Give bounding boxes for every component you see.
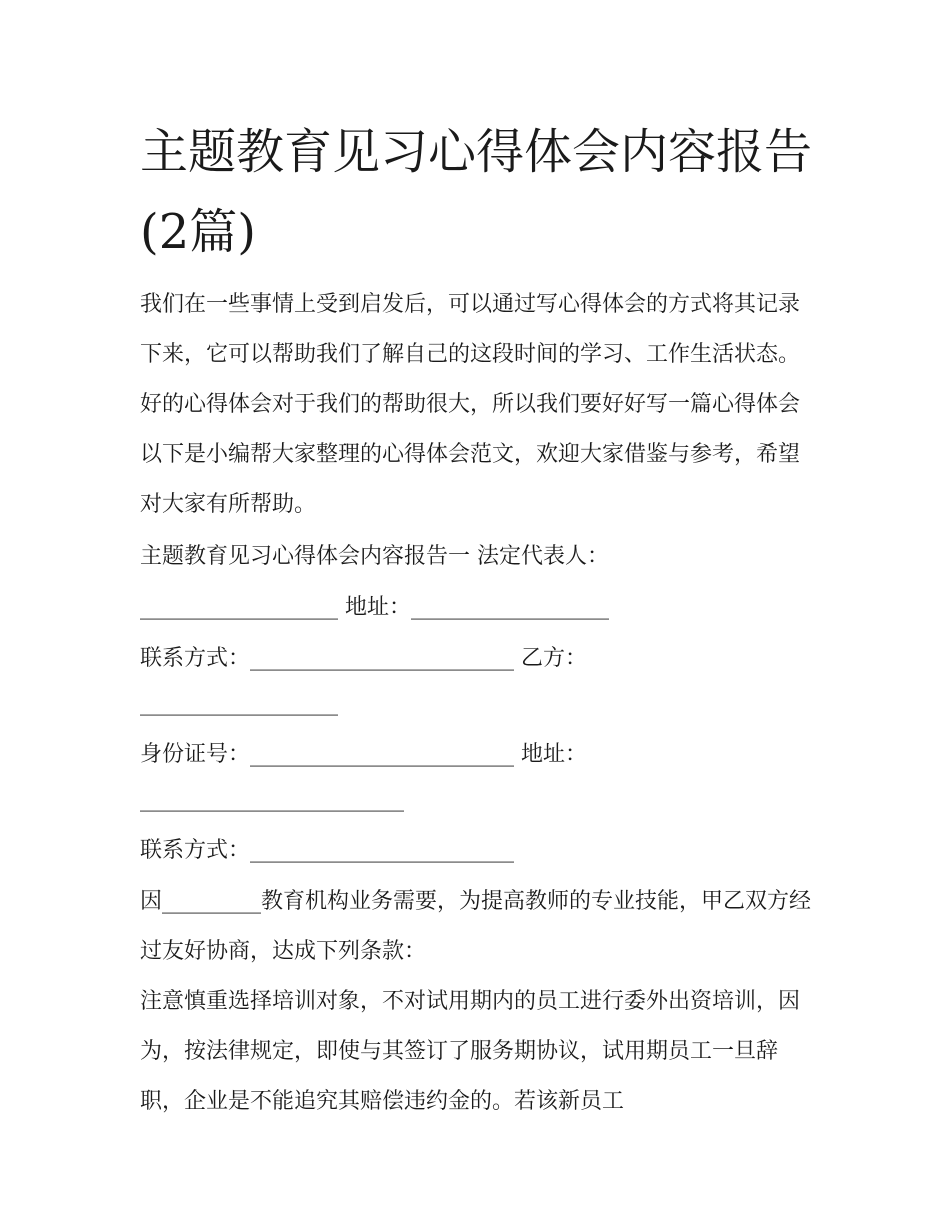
text-line-2: __________________ 地址：__________________: [140, 595, 609, 620]
document-page: [140, 112, 812, 1127]
paragraph-2: 因_________教育机构业务需要，为提高教师的专业技能，甲乙双方经过友好协商，达成下列条款：: [140, 889, 812, 964]
text-line-7: 联系方式：________________________: [140, 838, 515, 863]
text-line-5: 身份证号：________________________ 地址：: [140, 742, 587, 767]
paragraph-3: 注意慎重选择培训对象，不对试用期内的员工进行委外出资培训，因为，按法律规定，即使与其签订了服务期协议，试用期员工一旦辞职，企业是不能追究其赔偿违约金的。若该新员工: [140, 989, 801, 1114]
text-line-4: __________________: [140, 691, 338, 716]
text-line-6: ________________________: [140, 787, 404, 812]
text-line-3: 联系方式：________________________ 乙方：: [140, 646, 587, 671]
intro-paragraph: 我们在一些事情上受到启发后，可以通过写心得体会的方式将其记录下来，它可以帮助我们了解自己的这段时间的学习、工作生活状态。好的心得体会对于我们的帮助很大，所以我们要好好写一篇心得体会以下是小编帮大家整理的心得体会范文，欢迎大家借鉴与参考，希望对大家有所帮助。: [140, 292, 801, 517]
text-line-1: 主题教育见习心得体会内容报告一 法定代表人：: [140, 544, 609, 569]
document-title: 主题教育见习心得体会内容报告(2篇): [140, 124, 813, 260]
